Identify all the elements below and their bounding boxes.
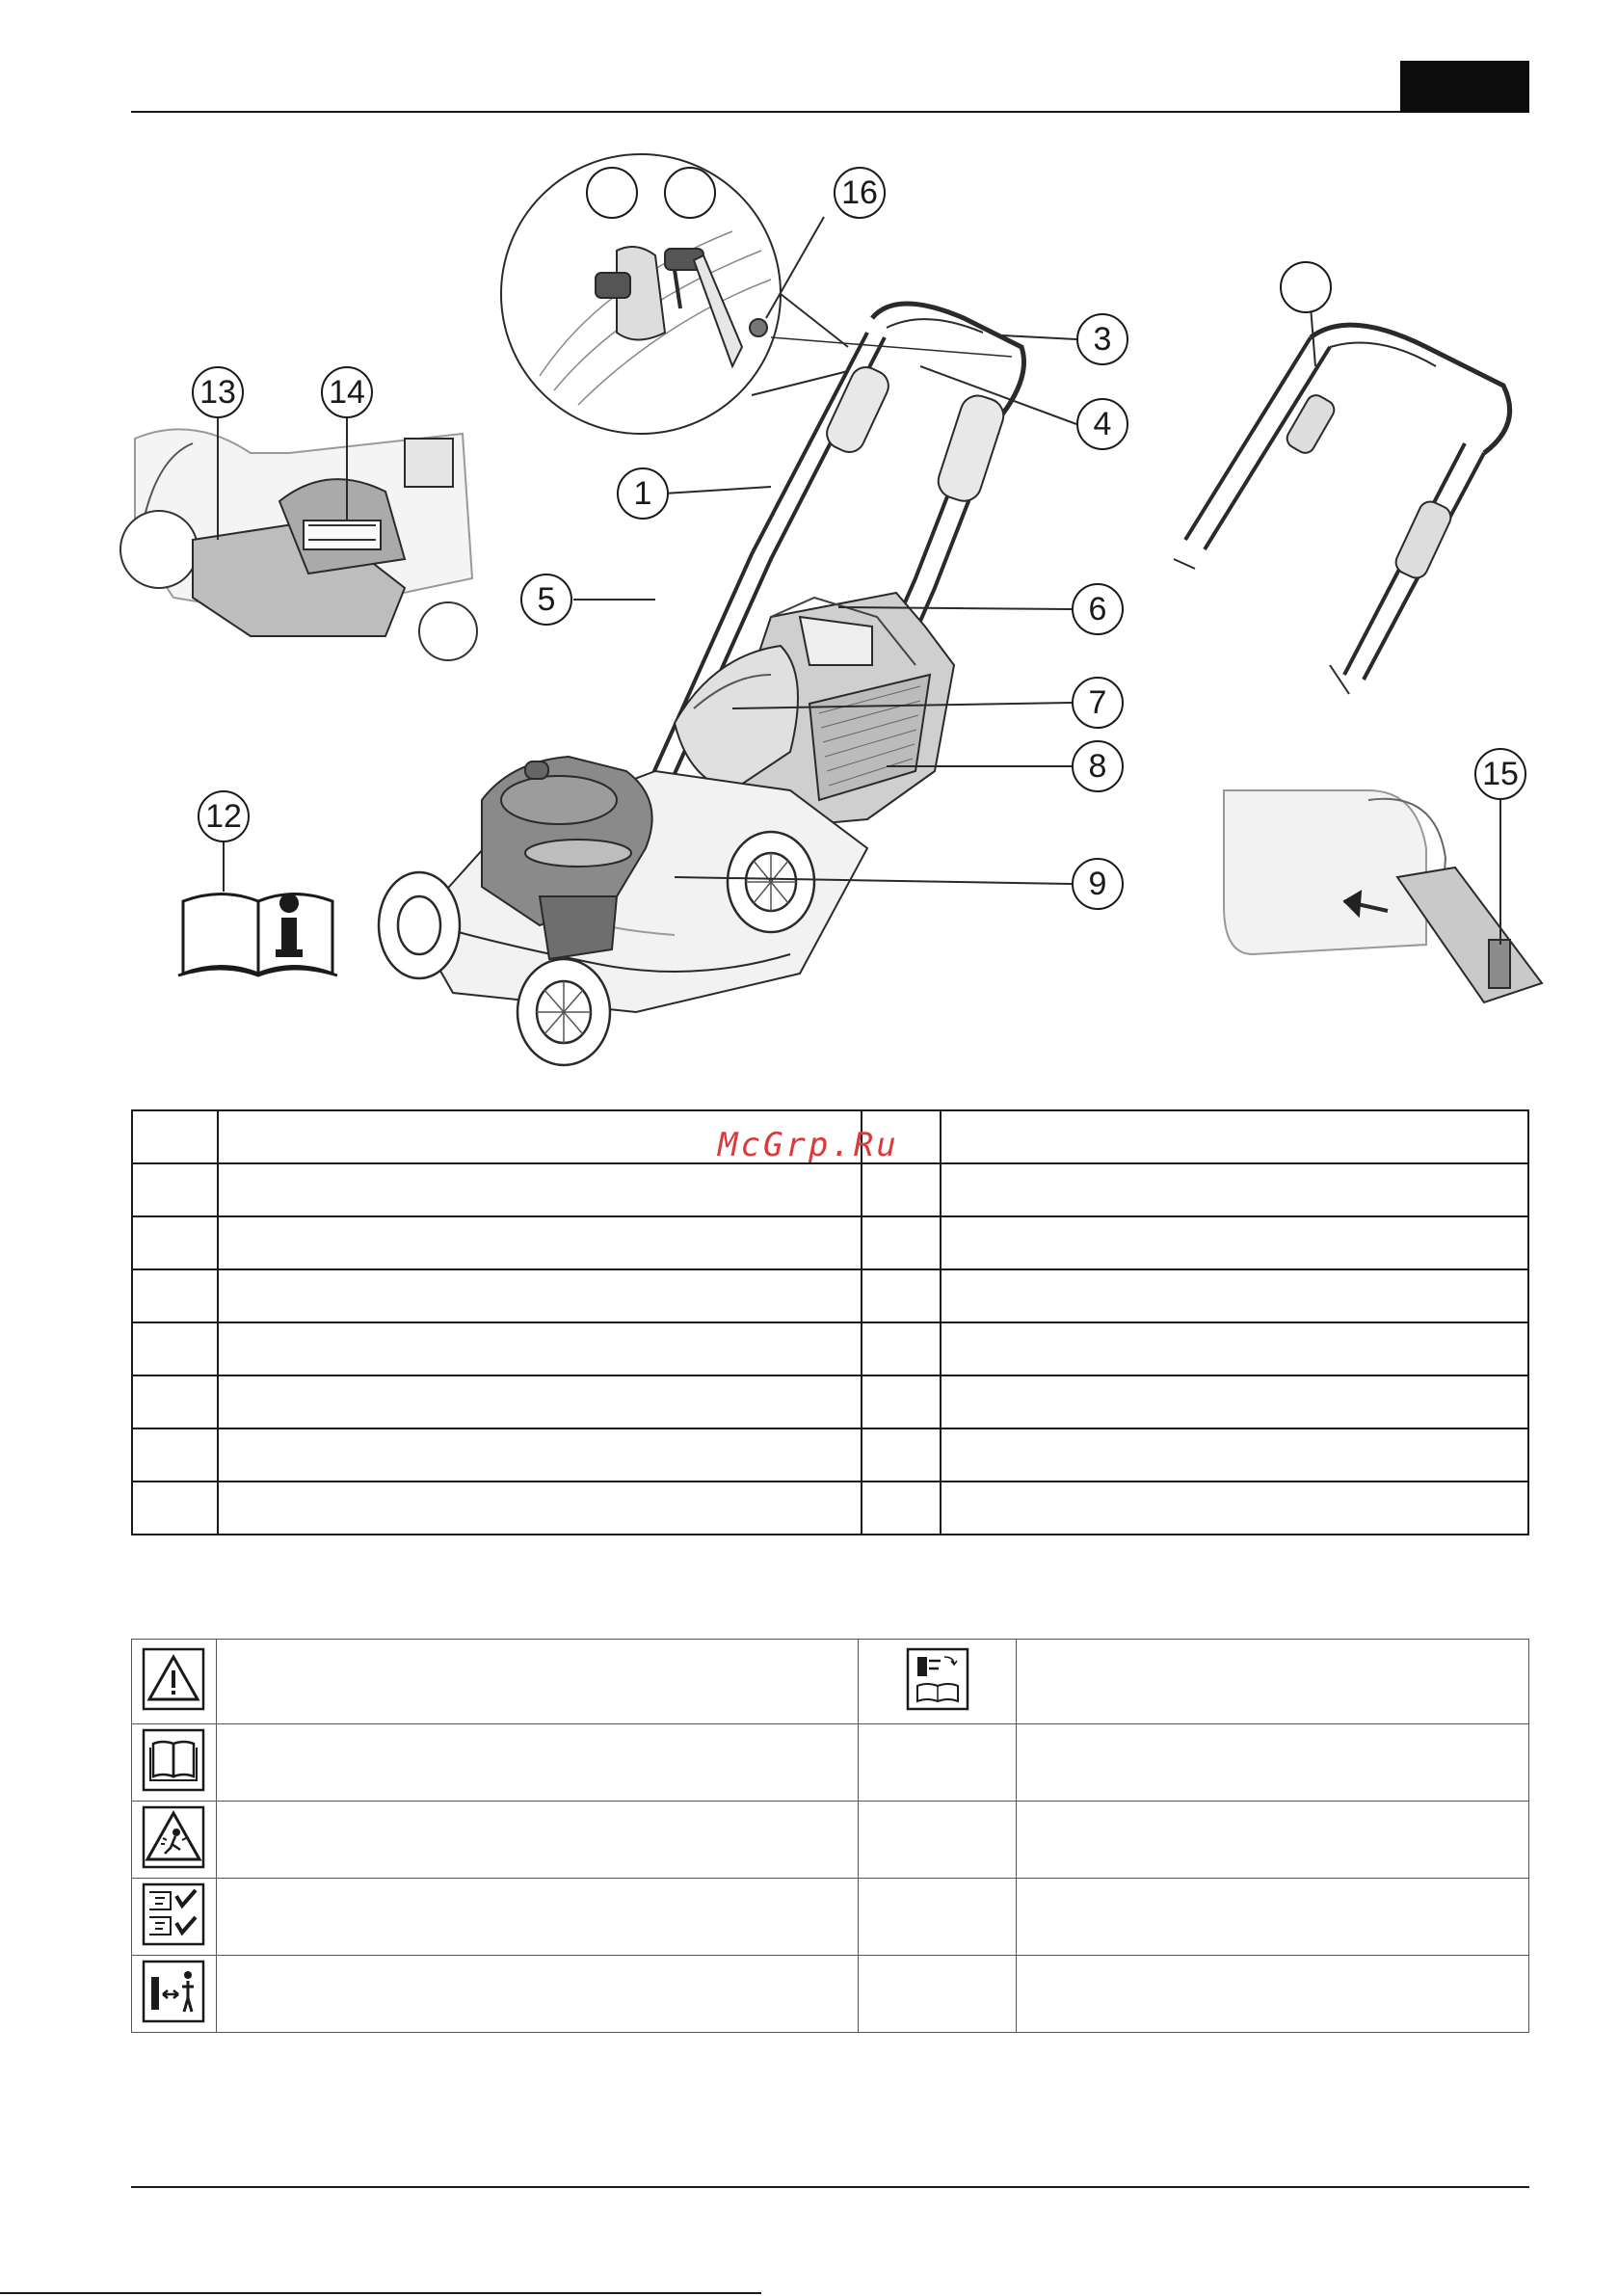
- symbol-text: [216, 1956, 858, 2033]
- symbol-text: [1017, 1802, 1529, 1879]
- symbols-table: [131, 1639, 1529, 2033]
- part-name-cell: [941, 1163, 1528, 1216]
- part-number-cell: [862, 1482, 941, 1535]
- part-name-cell: [218, 1269, 862, 1322]
- callout-blank-b: [664, 167, 716, 219]
- symbol-cell: [859, 1640, 1017, 1724]
- part-number-cell: [132, 1428, 218, 1482]
- part-number-cell: [132, 1216, 218, 1269]
- symbol-cell: [132, 1724, 217, 1802]
- footer-rule: [131, 2186, 1529, 2188]
- callout-7: 7: [1072, 677, 1124, 729]
- symbol-cell: [859, 1879, 1017, 1956]
- symbol-text: [1017, 1879, 1529, 1956]
- open-manual-icon: [142, 1728, 205, 1792]
- part-name-cell: [941, 1482, 1528, 1535]
- symbol-cell: [132, 1802, 217, 1879]
- part-number-cell: [132, 1482, 218, 1535]
- callout-blank-a: [586, 167, 638, 219]
- table-row: [132, 1879, 1529, 1956]
- symbol-text: [216, 1802, 858, 1879]
- table-row: [132, 1428, 1528, 1482]
- table-row: [132, 1163, 1528, 1216]
- symbol-cell: [132, 1640, 217, 1724]
- callout-16: 16: [834, 167, 886, 219]
- symbol-text: [1017, 1956, 1529, 2033]
- page-bottom-line: [0, 2292, 761, 2294]
- part-name-cell: [218, 1428, 862, 1482]
- part-number-cell: [862, 1163, 941, 1216]
- flying-objects-warning-icon: [142, 1805, 205, 1869]
- table-row: [132, 1956, 1529, 2033]
- symbol-cell: [132, 1879, 217, 1956]
- keep-distance-icon: [142, 1960, 205, 2023]
- table-row: [132, 1375, 1528, 1428]
- part-name-cell: [218, 1482, 862, 1535]
- table-row: [132, 1802, 1529, 1879]
- warning-triangle-icon: [142, 1647, 205, 1711]
- table-row: [132, 1269, 1528, 1322]
- part-name-cell: [218, 1322, 862, 1375]
- symbol-text: [216, 1640, 858, 1724]
- part-number-cell: [862, 1428, 941, 1482]
- table-row: [132, 1216, 1528, 1269]
- part-name-cell: [941, 1428, 1528, 1482]
- table-row: [132, 1640, 1529, 1724]
- callout-3: 3: [1076, 313, 1128, 365]
- symbol-cell: [859, 1802, 1017, 1879]
- part-number-cell: [862, 1322, 941, 1375]
- callout-4: 4: [1076, 398, 1128, 450]
- part-name-cell: [941, 1110, 1528, 1163]
- part-name-cell: [941, 1216, 1528, 1269]
- callout-14: 14: [321, 366, 373, 418]
- symbol-text: [216, 1879, 858, 1956]
- part-name-cell: [941, 1269, 1528, 1322]
- symbol-cell: [132, 1956, 217, 2033]
- part-number-cell: [132, 1163, 218, 1216]
- symbol-cell: [859, 1956, 1017, 2033]
- symbol-text: [1017, 1724, 1529, 1802]
- mower-illustration: [0, 0, 1618, 1080]
- callout-13: 13: [192, 366, 244, 418]
- part-number-cell: [132, 1269, 218, 1322]
- table-row: [132, 1322, 1528, 1375]
- part-name-cell: [218, 1216, 862, 1269]
- part-number-cell: [132, 1375, 218, 1428]
- part-name-cell: [941, 1322, 1528, 1375]
- watermark: McGrp.Ru: [718, 1126, 899, 1164]
- callout-8: 8: [1072, 740, 1124, 792]
- blade-hand-hazard-icon: [142, 1882, 205, 1946]
- parts-table: [131, 1109, 1529, 1535]
- callout-15: 15: [1474, 748, 1526, 800]
- part-number-cell: [862, 1216, 941, 1269]
- part-number-cell: [862, 1269, 941, 1322]
- part-number-cell: [132, 1110, 218, 1163]
- callout-blank-c: [1280, 261, 1332, 313]
- callout-9: 9: [1072, 858, 1124, 910]
- part-name-cell: [941, 1375, 1528, 1428]
- part-name-cell: [218, 1163, 862, 1216]
- symbol-cell: [859, 1724, 1017, 1802]
- callout-1: 1: [617, 467, 669, 520]
- table-row: [132, 1482, 1528, 1535]
- callout-6: 6: [1072, 583, 1124, 635]
- callout-12: 12: [198, 790, 250, 842]
- symbol-text: [216, 1724, 858, 1802]
- part-number-cell: [862, 1375, 941, 1428]
- manual-remove-icon: [906, 1647, 969, 1711]
- part-name-cell: [218, 1375, 862, 1428]
- part-number-cell: [132, 1322, 218, 1375]
- symbol-text: [1017, 1640, 1529, 1724]
- callout-5: 5: [520, 574, 572, 626]
- table-row: [132, 1724, 1529, 1802]
